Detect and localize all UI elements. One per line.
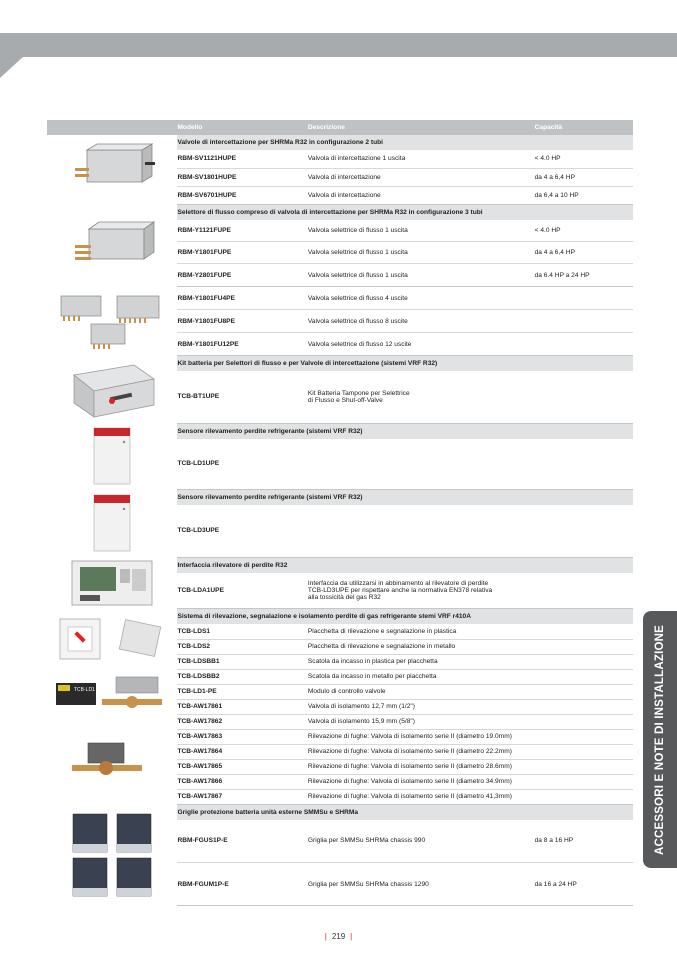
description: Rilevazione di fughe: Valvola di isolamento serie II (diametro 19.0mm) bbox=[308, 729, 633, 744]
product-image-interface-board bbox=[47, 557, 177, 609]
model-code: RBM-Y1801FU12PE bbox=[177, 333, 307, 356]
model-code: TCB-LDS2 bbox=[177, 639, 307, 654]
section-title: Kit batteria per Selettori di flusso e per Valvole di intercettazione (sistemi VRF R32) bbox=[177, 356, 633, 372]
product-image-grilles bbox=[47, 804, 177, 906]
description: Valvola selettrice di flusso 4 uscite bbox=[308, 287, 535, 310]
description: Griglia per SMMSu SHRMa chassis 1290 bbox=[308, 863, 535, 906]
description: Rilevazione di fughe: Valvola di isolamento serie II (diametro 22.2mm) bbox=[308, 744, 633, 759]
description: Valvola selettrice di flusso 1 uscita bbox=[308, 264, 535, 287]
section-row bbox=[47, 490, 633, 506]
capacity: da 6.4 HP a 24 HP bbox=[535, 264, 633, 287]
description: Valvola selettrice di flusso 1 uscita bbox=[308, 220, 535, 242]
model-code: RBM-Y1801FU8PE bbox=[177, 310, 307, 333]
section-row bbox=[47, 609, 633, 625]
product-image-multiport-selector bbox=[47, 287, 177, 356]
model-code: RBM-Y2801FUPE bbox=[177, 264, 307, 287]
description: Modulo di controllo valvole bbox=[308, 684, 633, 699]
product-image-leak-sensor bbox=[47, 490, 177, 558]
model-code: RBM-Y1801FU4PE bbox=[177, 287, 307, 310]
description-line: TCB-LD3UPE per rispettare anche la normativa EN378 relativa bbox=[307, 586, 493, 594]
model-code: RBM-Y1121FUPE bbox=[177, 220, 307, 242]
model-code: TCB-LD3UPE bbox=[177, 505, 307, 557]
model-code: TCB-LD1UPE bbox=[177, 439, 307, 490]
capacity: da 8 a 16 HP bbox=[535, 820, 633, 863]
product-image-battery-kit bbox=[47, 356, 177, 424]
model-code: TCB-AW17863 bbox=[177, 729, 307, 744]
description: Valvola selettrice di flusso 8 uscite bbox=[308, 310, 535, 333]
capacity bbox=[535, 333, 633, 356]
capacity bbox=[535, 310, 633, 333]
model-code: TCB-AW17861 bbox=[177, 699, 307, 714]
chapter-title: ACCESSORI E NOTE DI INSTALLAZIONE bbox=[654, 624, 666, 855]
top-banner bbox=[0, 33, 677, 57]
section-title: Griglie protezione batteria unità esterne SMMSu e SHRMa bbox=[177, 804, 633, 820]
model-code: TCB-AW17864 bbox=[177, 744, 307, 759]
product-image-leak-sensor bbox=[47, 423, 177, 490]
model-code: RBM-SV6701HUPE bbox=[177, 186, 307, 204]
capacity bbox=[535, 505, 633, 557]
description: Valvola di isolamento 12,7 mm (1/2") bbox=[308, 699, 633, 714]
section-row bbox=[47, 804, 633, 820]
description: Valvola selettrice di flusso 12 uscite bbox=[308, 333, 535, 356]
header-capacity: Capacità bbox=[535, 120, 633, 135]
accessories-table bbox=[47, 120, 633, 906]
model-code: TCB-LDSBB1 bbox=[177, 654, 307, 669]
description bbox=[308, 573, 535, 609]
description: Rilevazione di fughe: Valvola di isolamento serie II (diametro 34.9mm) bbox=[308, 774, 633, 789]
description-line: di Flusso e Shut-off-Valve bbox=[307, 396, 383, 404]
model-code: RBM-Y1801FUPE bbox=[177, 242, 307, 264]
section-row bbox=[47, 356, 633, 372]
description bbox=[308, 439, 535, 490]
description: Griglia per SMMSu SHRMa chassis 990 bbox=[308, 820, 535, 863]
section-row bbox=[47, 135, 633, 150]
description: Rilevazione di fughe: Valvola di isolamento serie II (diametro 28.6mm) bbox=[308, 759, 633, 774]
capacity: < 4.0 HP bbox=[535, 150, 633, 168]
description: Scatola da incasso in plastica per placchetta bbox=[308, 654, 633, 669]
section-title: Selettore di flusso compreso di valvola di intercettazione per SHRMa R32 in configurazione 3 tubi bbox=[177, 204, 633, 220]
description: Valvola selettrice di flusso 1 uscita bbox=[308, 242, 535, 264]
section-title: Sensore rilevamento perdite refrigerante (sistemi VRF R32) bbox=[177, 490, 633, 506]
product-image-leak-system bbox=[47, 609, 177, 805]
table-header bbox=[47, 120, 633, 135]
section-title: Interfaccia rilevatore di perdite R32 bbox=[177, 557, 633, 573]
product-image-shutoff-valve bbox=[47, 135, 177, 204]
description bbox=[308, 505, 535, 557]
model-code: RBM-SV1801HUPE bbox=[177, 168, 307, 186]
description: Placchetta di rilevazione e segnalazione in plastica bbox=[308, 624, 633, 639]
section-title: Sensore rilevamento perdite refrigerante (sistemi VRF R32) bbox=[177, 423, 633, 439]
banner-corner bbox=[0, 56, 24, 78]
description bbox=[308, 371, 535, 423]
model-code: RBM-FGUS1P-E bbox=[177, 820, 307, 863]
model-code: RBM-FGUM1P-E bbox=[177, 863, 307, 906]
model-code: TCB-AW17862 bbox=[177, 714, 307, 729]
capacity bbox=[535, 573, 633, 609]
section-row bbox=[47, 423, 633, 439]
header-model: Modello bbox=[177, 120, 307, 135]
model-code: TCB-AW17867 bbox=[177, 789, 307, 804]
description-line: Interfaccia da utilizzarsi in abbinamento al rilevatore di perdite bbox=[307, 579, 489, 587]
section-title: Sistema di rilevazione, segnalazione e isolamento perdite di gas refrigerante stemi VRF r410A bbox=[177, 609, 633, 625]
capacity bbox=[535, 439, 633, 490]
product-image-flow-selector bbox=[47, 204, 177, 287]
chapter-side-tab bbox=[643, 611, 677, 868]
section-row bbox=[47, 557, 633, 573]
capacity: da 4 a 6,4 HP bbox=[535, 242, 633, 264]
page-number: 219 bbox=[331, 932, 346, 941]
capacity: da 4 a 6,4 HP bbox=[535, 168, 633, 186]
section-row bbox=[47, 204, 633, 220]
description: Valvola di isolamento 15,9 mm (5/8") bbox=[308, 714, 633, 729]
description: Valvola di intercettazione 1 uscita bbox=[308, 150, 535, 168]
model-code: TCB-AW17866 bbox=[177, 774, 307, 789]
model-code: TCB-LDA1UPE bbox=[177, 573, 307, 609]
capacity bbox=[535, 371, 633, 423]
capacity bbox=[535, 287, 633, 310]
description-line: Kit Batteria Tampone per Selettrice bbox=[307, 389, 410, 397]
description: Scatola da incasso in metallo per placchetta bbox=[308, 669, 633, 684]
page-footer: | 219 | bbox=[324, 932, 353, 941]
capacity: da 6,4 a 10 HP bbox=[535, 186, 633, 204]
table-row bbox=[47, 287, 633, 310]
capacity: < 4.0 HP bbox=[535, 220, 633, 242]
description: Rilevazione di fughe: Valvola di isolamento serie II (diametro 41,3mm) bbox=[308, 789, 633, 804]
model-code: TCB-LDSBB2 bbox=[177, 669, 307, 684]
section-title: Valvole di intercettazione per SHRMa R32 in configurazione 2 tubi bbox=[177, 135, 633, 150]
capacity: da 16 a 24 HP bbox=[535, 863, 633, 906]
model-code: TCB-BT1UPE bbox=[177, 371, 307, 423]
description: Placchetta di rilevazione e segnalazione in metallo bbox=[308, 639, 633, 654]
header-description: Descrizione bbox=[308, 120, 535, 135]
description-line: alla tossicità del gas R32 bbox=[307, 593, 381, 601]
description: Valvola di intercettazione bbox=[308, 186, 535, 204]
model-code: TCB-LDS1 bbox=[177, 624, 307, 639]
model-code: TCB-LD1-PE bbox=[177, 684, 307, 699]
model-code: TCB-AW17865 bbox=[177, 759, 307, 774]
label-logo: TCB-LD1 bbox=[74, 687, 96, 694]
description: Valvola di intercettazione bbox=[308, 168, 535, 186]
model-code: RBM-SV1121HUPE bbox=[177, 150, 307, 168]
